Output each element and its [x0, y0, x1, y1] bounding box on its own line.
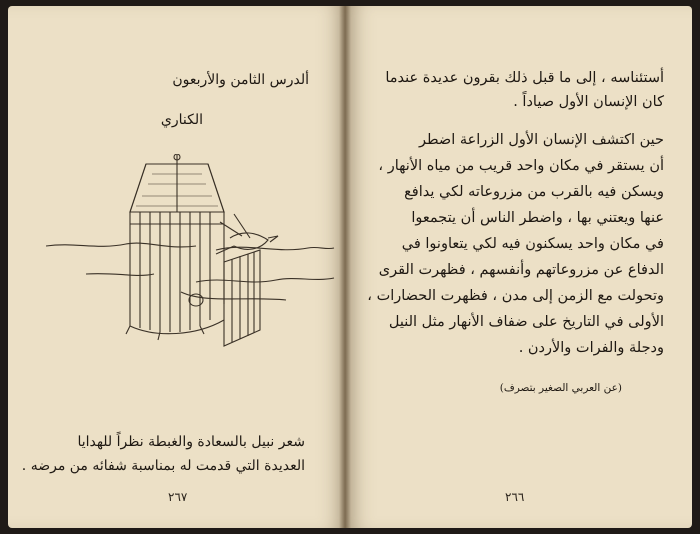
left-page: [8, 6, 345, 528]
text-line: وتحولت مع الزمن إلى مدن ، فظهرت الحضارات ،: [367, 288, 664, 304]
page-number: ٢٦٦: [505, 490, 525, 504]
birdcage-illustration: [46, 154, 336, 364]
lesson-subtitle: الكناري: [160, 112, 203, 128]
text-line: في مكان واحد يسكنون فيه لكي يتعاونوا في: [401, 236, 664, 252]
page-number: ٢٦٧: [168, 490, 188, 504]
paragraph-line: العديدة التي قدمت له بمناسبة شفائه من مرضه .: [21, 458, 305, 474]
right-page: [345, 6, 692, 528]
book-gutter: [339, 6, 351, 528]
text-line: ويسكن فيه بالقرب من مزروعاته لكي يدافع: [404, 184, 664, 200]
source-citation: (عن العربي الصغير بتصرف): [499, 382, 622, 394]
paragraph-line: شعر نبيل بالسعادة والغبطة نظراً للهدايا: [77, 434, 305, 450]
text-line: الدفاع عن مزروعاتهم وأنفسهم ، فظهرت القرى: [378, 262, 664, 278]
text-line: حين اكتشف الإنسان الأول الزراعة اضطر: [419, 132, 664, 148]
text-line: الأولى في التاريخ على ضفاف الأنهار مثل النيل: [388, 314, 664, 330]
lesson-title: ألدرس الثامن والأربعون: [172, 72, 309, 88]
text-line: ودجلة والفرات والأردن .: [518, 340, 664, 356]
text-line: كان الإنسان الأول صياداً .: [513, 94, 664, 110]
text-line: عنها ويعتني بها ، واضطر الناس أن يتجمعوا: [411, 210, 664, 226]
text-line: أن يستقر في مكان واحد قريب من مياه الأنهار ،: [378, 158, 664, 174]
text-line: أستئناسه ، إلى ما قبل ذلك بقرون عديدة عندما: [385, 70, 664, 86]
